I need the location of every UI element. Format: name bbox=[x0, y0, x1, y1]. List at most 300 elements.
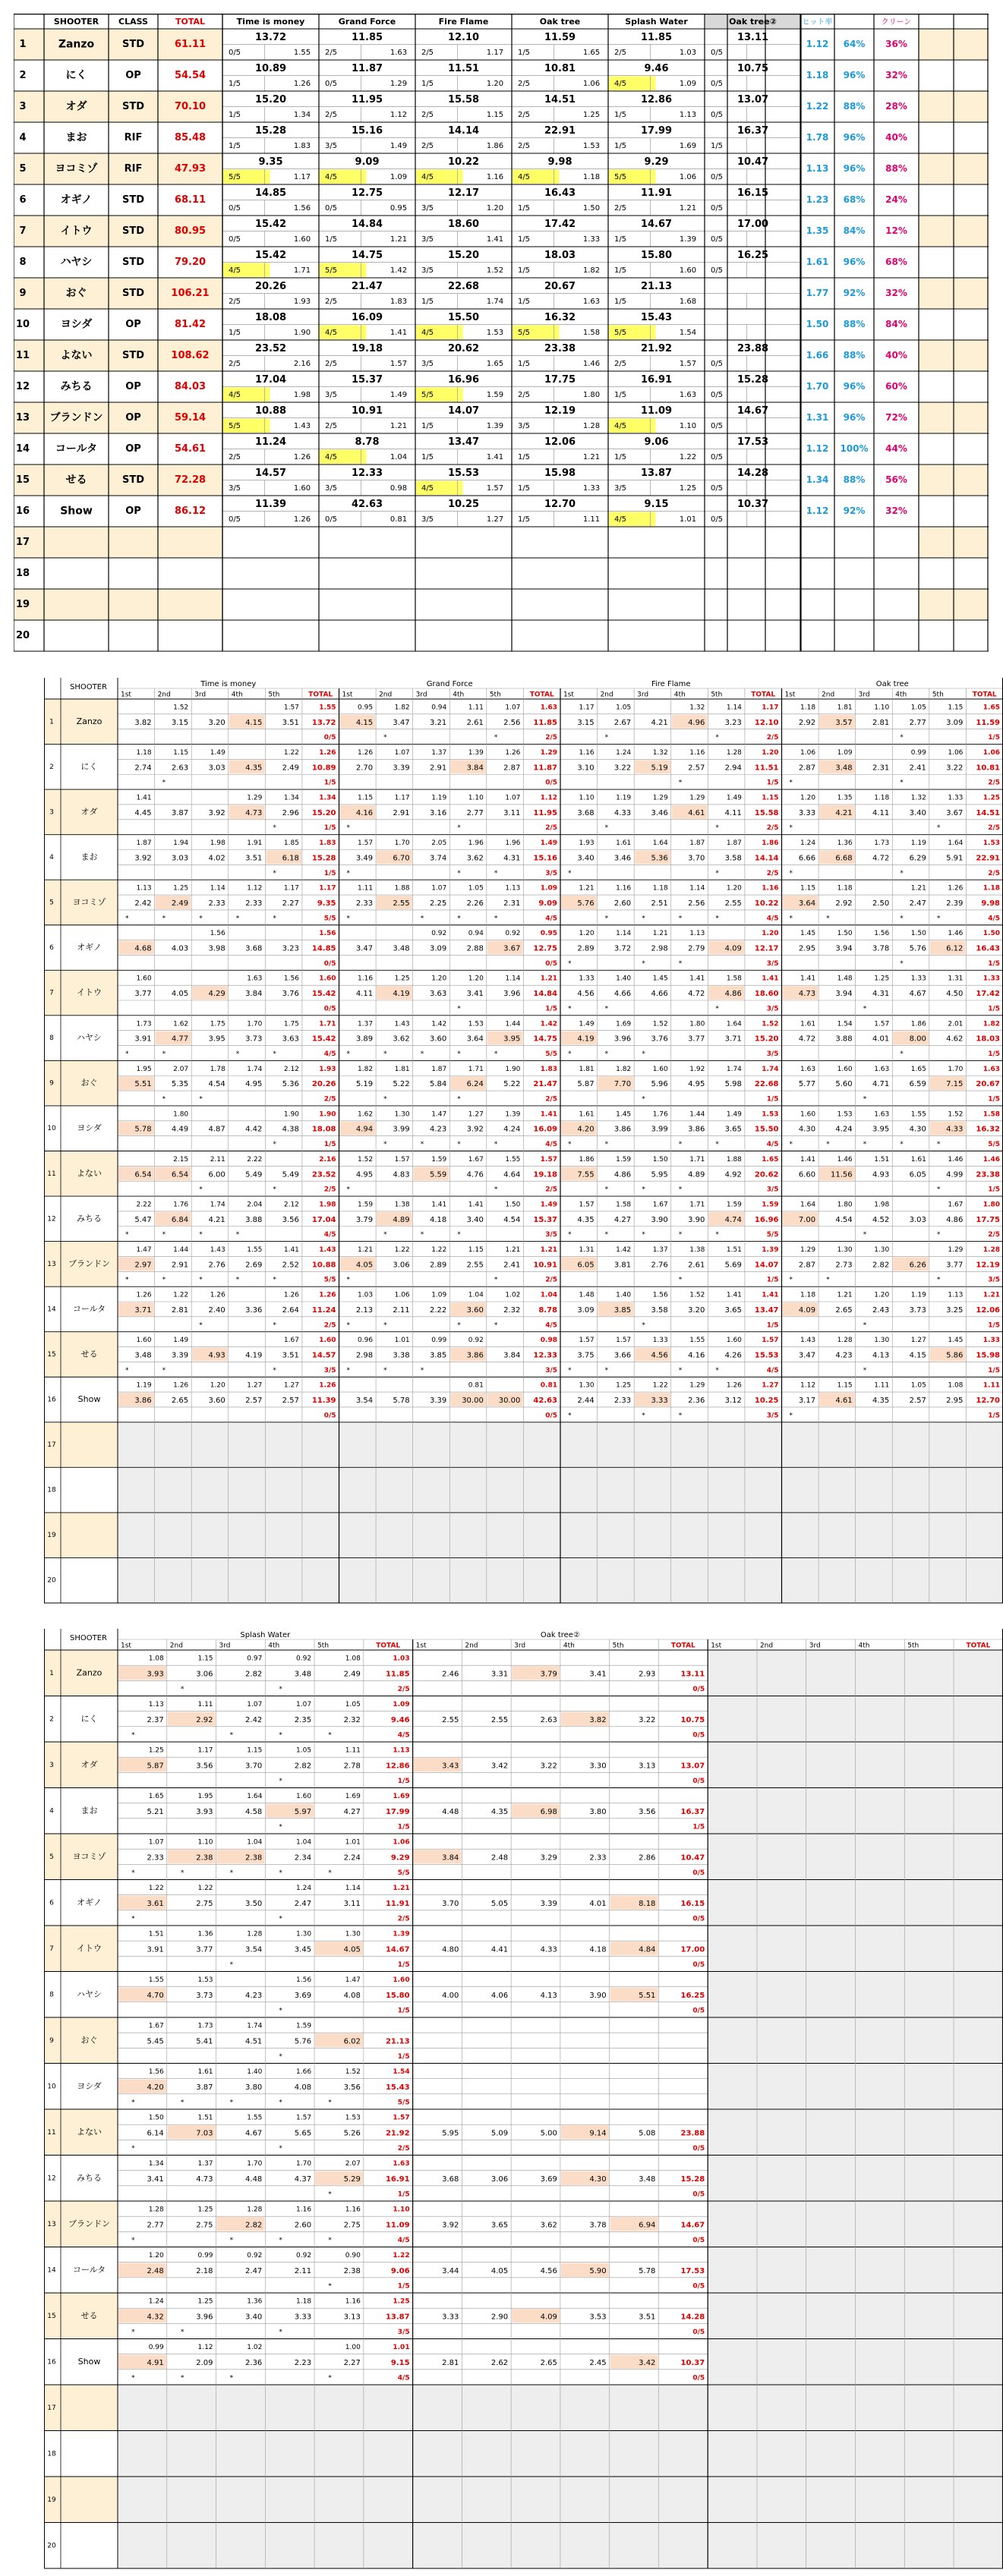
run-time: 2.56 bbox=[503, 718, 521, 727]
stage-hits: 2/5 bbox=[324, 359, 338, 368]
split-time: 1.52 bbox=[689, 1291, 705, 1299]
run-time: 3.79 bbox=[355, 1215, 374, 1224]
split-time: 1.11 bbox=[197, 1701, 213, 1709]
run-time: 3.94 bbox=[835, 944, 853, 953]
split-time: 1.20 bbox=[431, 975, 447, 983]
hit-mark: 3/5 bbox=[545, 1231, 557, 1239]
hit-mark: * bbox=[568, 1141, 572, 1149]
split-time: 1.57 bbox=[358, 839, 374, 848]
run-time: 2.44 bbox=[577, 1397, 595, 1406]
run-time: 3.22 bbox=[540, 1762, 557, 1771]
run-time: 4.27 bbox=[343, 1807, 361, 1816]
stage-avg: 1.82 bbox=[582, 266, 601, 275]
stage-avg: 1.49 bbox=[390, 390, 408, 399]
row-number: 17 bbox=[15, 537, 30, 548]
stage-time: 8.78 bbox=[355, 436, 380, 448]
split-time: 1.83 bbox=[319, 839, 336, 848]
run-time: 3.99 bbox=[393, 1125, 410, 1134]
header-course: Splash Water bbox=[625, 17, 688, 27]
split-time: 1.83 bbox=[540, 1065, 557, 1073]
stage-avg: 1.09 bbox=[679, 79, 697, 88]
run-time: 2.26 bbox=[466, 899, 484, 908]
class-label: STD bbox=[121, 225, 145, 237]
run-time: 3.41 bbox=[147, 2174, 164, 2184]
run-time: 2.55 bbox=[393, 899, 410, 908]
split-time: 1.28 bbox=[726, 748, 742, 757]
stage-avg: 1.39 bbox=[679, 235, 697, 244]
row-bg bbox=[14, 589, 222, 620]
run-time: 3.15 bbox=[171, 718, 189, 727]
split-time: 1.63 bbox=[874, 1110, 890, 1119]
split-time: 1.07 bbox=[148, 1838, 164, 1847]
split-time: 1.34 bbox=[148, 2160, 164, 2168]
hit-mark: * bbox=[568, 1231, 572, 1239]
row-number: 16 bbox=[47, 1396, 56, 1404]
header-col: 5th bbox=[711, 691, 723, 699]
stage-avg: 1.63 bbox=[679, 390, 697, 399]
run-time: 3.70 bbox=[442, 1899, 459, 1908]
split-time: 1.19 bbox=[910, 839, 926, 848]
run-time: 7.15 bbox=[946, 1080, 964, 1089]
stage-time: 11.51 bbox=[447, 62, 480, 74]
run-time: 4.30 bbox=[589, 2174, 607, 2184]
run-time: 4.35 bbox=[490, 1807, 509, 1816]
run-time: 2.81 bbox=[442, 2358, 459, 2367]
hit-mark: * bbox=[604, 1231, 609, 1239]
split-time: 1.42 bbox=[540, 1020, 557, 1028]
split-time: 1.61 bbox=[579, 1110, 595, 1119]
run-time: 4.19 bbox=[245, 1351, 263, 1360]
row-number: 10 bbox=[15, 319, 30, 330]
total-value: 84.03 bbox=[174, 381, 207, 392]
run-time: 5.87 bbox=[147, 1762, 164, 1771]
run-time: 6.98 bbox=[540, 1807, 557, 1816]
header-course: Oak tree bbox=[875, 680, 909, 688]
split-time: 1.94 bbox=[173, 839, 189, 848]
run-time: 2.32 bbox=[343, 1715, 361, 1724]
run-time: 3.63 bbox=[429, 990, 447, 999]
split-time: 1.30 bbox=[296, 1930, 312, 1938]
shooter-name: Show bbox=[77, 1394, 101, 1405]
split-time: 1.93 bbox=[319, 1065, 336, 1073]
split-time: 1.52 bbox=[652, 1020, 668, 1028]
header-shooter: SHOOTER bbox=[70, 1634, 107, 1642]
stage-hits: 0/5 bbox=[710, 48, 724, 57]
split-time: 1.98 bbox=[319, 1201, 336, 1209]
stage-hits: 1/5 bbox=[421, 79, 434, 88]
hit-mark: * bbox=[383, 1231, 387, 1239]
split-time: 1.54 bbox=[837, 1020, 853, 1028]
split-time: 1.32 bbox=[910, 794, 926, 802]
row-number: 1 bbox=[49, 718, 54, 726]
hit-mark: * bbox=[900, 959, 904, 968]
split-time: 1.57 bbox=[540, 1155, 557, 1164]
run-time: 3.50 bbox=[245, 1899, 263, 1908]
split-time: 1.56 bbox=[319, 930, 336, 938]
stage-avg: 1.49 bbox=[390, 141, 408, 150]
split-time: 1.96 bbox=[505, 839, 521, 848]
run-time: 4.48 bbox=[442, 1807, 459, 1816]
stage-time: 13.87 bbox=[640, 467, 673, 479]
stage-hits: 1/5 bbox=[613, 452, 627, 461]
stage-hits: 0/5 bbox=[710, 515, 724, 524]
shooter-name: オダ bbox=[80, 806, 98, 817]
header-col: 3rd bbox=[858, 691, 870, 699]
hit-mark: 5/5 bbox=[766, 1231, 779, 1239]
stage-time: 16.15 bbox=[736, 187, 769, 199]
hit-mark: 1/5 bbox=[692, 1823, 705, 1831]
run-time: 12.75 bbox=[533, 944, 557, 953]
run-time: 2.47 bbox=[909, 899, 926, 908]
run-time: 15.16 bbox=[533, 854, 557, 863]
run-time: 4.30 bbox=[798, 1125, 816, 1134]
run-time: 3.92 bbox=[442, 2221, 459, 2230]
stage-avg: 1.01 bbox=[679, 515, 697, 524]
header-col: TOTAL bbox=[308, 691, 333, 699]
split-time: 1.50 bbox=[982, 930, 1000, 938]
hit-mark: 2/5 bbox=[988, 869, 1000, 877]
hit-rate: 1.31 bbox=[806, 412, 829, 423]
split-time: 1.49 bbox=[540, 839, 557, 848]
run-time: 3.65 bbox=[724, 1125, 742, 1134]
stage-time: 12.19 bbox=[544, 405, 576, 417]
run-time: 3.70 bbox=[245, 1762, 263, 1771]
run-time: 3.03 bbox=[208, 764, 226, 773]
run-time: 3.41 bbox=[589, 1670, 607, 1679]
split-time: 1.30 bbox=[394, 1110, 410, 1119]
run-time: 6.60 bbox=[798, 1170, 816, 1179]
shooter-name: ヨコミゾ bbox=[55, 162, 98, 175]
split-time: 1.70 bbox=[247, 2160, 263, 2168]
run-time: 2.49 bbox=[343, 1670, 361, 1679]
run-time: 2.47 bbox=[294, 1899, 312, 1908]
run-time: 2.64 bbox=[282, 1305, 299, 1315]
hit-mark: 5/5 bbox=[397, 2099, 410, 2107]
hit-mark: * bbox=[279, 1915, 282, 1923]
run-time: 3.17 bbox=[798, 1397, 816, 1406]
header-col: 3rd bbox=[219, 1642, 231, 1650]
run-time: 2.38 bbox=[196, 1853, 213, 1863]
stage-avg: 1.06 bbox=[582, 79, 601, 88]
header-bg bbox=[14, 14, 989, 29]
run-time: 3.65 bbox=[724, 1305, 742, 1315]
split-time: 1.26 bbox=[948, 884, 964, 893]
split-time: 1.60 bbox=[800, 1110, 816, 1119]
stage-hits: 1/5 bbox=[421, 421, 434, 430]
total-value: 80.95 bbox=[174, 225, 207, 237]
split-time: 1.82 bbox=[616, 1065, 632, 1073]
run-time: 4.00 bbox=[442, 1991, 459, 2000]
stage-hits: 1/5 bbox=[517, 266, 531, 275]
hit-mark: 1/5 bbox=[397, 1960, 410, 1969]
split-time: 1.64 bbox=[247, 1793, 263, 1801]
run-time: 2.33 bbox=[147, 1853, 164, 1863]
split-time: 1.06 bbox=[393, 1838, 410, 1847]
split-time: 1.29 bbox=[652, 794, 668, 802]
row-number: 3 bbox=[19, 101, 27, 112]
run-time: 3.23 bbox=[282, 944, 299, 953]
split-time: 1.59 bbox=[296, 2022, 312, 2030]
split-time: 1.87 bbox=[431, 1065, 447, 1073]
row-number: 8 bbox=[49, 1991, 54, 1999]
split-time: 1.29 bbox=[540, 748, 557, 757]
split-time: 1.47 bbox=[431, 1110, 447, 1119]
split-time: 1.25 bbox=[393, 2297, 410, 2306]
split-time: 1.25 bbox=[173, 884, 189, 893]
run-time: 2.86 bbox=[639, 1853, 656, 1863]
run-time: 3.75 bbox=[577, 1351, 595, 1360]
shooter-name: ヨシダ bbox=[60, 318, 93, 331]
run-time: 3.90 bbox=[651, 1215, 668, 1224]
split-time: 1.73 bbox=[136, 1020, 152, 1028]
hit-mark: * bbox=[229, 1869, 234, 1877]
stage-hits: 0/5 bbox=[324, 515, 338, 524]
run-time: 3.68 bbox=[577, 808, 595, 817]
stage-time: 14.14 bbox=[447, 124, 480, 137]
row-number: 20 bbox=[47, 1576, 56, 1585]
split-time: 1.63 bbox=[800, 1065, 816, 1073]
hit-mark: * bbox=[273, 1050, 276, 1058]
run-time: 2.48 bbox=[147, 2266, 164, 2275]
header-col: 3rd bbox=[809, 1642, 821, 1650]
run-time: 2.49 bbox=[171, 899, 189, 908]
hit-mark: 0/5 bbox=[692, 1731, 705, 1740]
split-time: 1.09 bbox=[837, 748, 853, 757]
run-time: 3.42 bbox=[639, 2358, 656, 2367]
stage-avg: 1.58 bbox=[582, 328, 601, 337]
hit-mark: * bbox=[346, 869, 351, 877]
split-time: 1.04 bbox=[468, 1291, 484, 1299]
hit-mark: * bbox=[229, 1960, 234, 1969]
shooter-name: イトウ bbox=[77, 1943, 102, 1954]
run-time: 2.42 bbox=[134, 899, 152, 908]
run-time: 5.78 bbox=[393, 1397, 410, 1406]
split-time: 1.05 bbox=[468, 884, 484, 893]
split-time: 2.22 bbox=[247, 1155, 263, 1164]
split-time: 2.11 bbox=[210, 1155, 226, 1164]
stage-hits: 0/5 bbox=[710, 452, 724, 461]
run-time: 6.94 bbox=[639, 2221, 656, 2230]
hit-mark: * bbox=[279, 2328, 282, 2336]
run-time: 3.33 bbox=[651, 1397, 668, 1406]
run-time: 5.51 bbox=[134, 1080, 152, 1089]
stage-time: 10.89 bbox=[254, 62, 287, 74]
hit-mark: * bbox=[457, 869, 461, 877]
hit-rate: 1.13 bbox=[806, 163, 829, 174]
split-time: 1.60 bbox=[726, 1337, 742, 1345]
run-time: 4.15 bbox=[245, 718, 263, 727]
split-time: 1.63 bbox=[982, 1065, 1000, 1073]
stage-hits: 1/5 bbox=[613, 235, 627, 244]
split-time: 0.99 bbox=[197, 2252, 213, 2260]
row-number: 15 bbox=[47, 2312, 56, 2320]
split-time: 1.26 bbox=[358, 748, 374, 757]
run-time: 6.59 bbox=[909, 1080, 926, 1089]
run-time: 3.22 bbox=[639, 1715, 656, 1724]
split-time: 1.24 bbox=[148, 2297, 164, 2306]
run-time: 3.49 bbox=[355, 854, 374, 863]
hit-mark: * bbox=[420, 915, 424, 923]
row-number: 13 bbox=[15, 412, 30, 424]
hit-mark: * bbox=[180, 1685, 185, 1693]
row-number: 17 bbox=[47, 2404, 56, 2412]
run-time: 2.94 bbox=[724, 764, 742, 773]
split-time: 1.55 bbox=[319, 704, 336, 712]
run-time: 2.31 bbox=[872, 764, 890, 773]
hit-mark: 3/5 bbox=[766, 959, 779, 968]
split-time: 1.41 bbox=[800, 1155, 816, 1164]
hit-mark: * bbox=[863, 1141, 867, 1149]
hit-mark: * bbox=[494, 915, 498, 923]
run-time: 2.33 bbox=[589, 1853, 607, 1863]
run-time: 3.54 bbox=[355, 1397, 374, 1406]
shooter-name: ハヤシ bbox=[77, 1032, 102, 1043]
run-time: 16.37 bbox=[680, 1807, 705, 1816]
header-shooter: SHOOTER bbox=[70, 683, 107, 691]
run-time: 4.84 bbox=[639, 1945, 656, 1954]
stage-time: 15.20 bbox=[254, 93, 287, 105]
split-time: 1.18 bbox=[136, 748, 152, 757]
split-time: 1.26 bbox=[319, 748, 336, 757]
hit-mark: * bbox=[235, 1050, 240, 1058]
stage-avg: 1.86 bbox=[486, 141, 504, 150]
header-col: 1st bbox=[711, 1642, 722, 1650]
run-time: 16.96 bbox=[754, 1215, 779, 1224]
split-time: 1.18 bbox=[800, 704, 816, 712]
hit-mark: 1/5 bbox=[397, 2282, 410, 2291]
split-time: 1.73 bbox=[874, 839, 890, 848]
split-time: 1.71 bbox=[689, 1155, 705, 1164]
stage-hits: 0/5 bbox=[228, 235, 241, 244]
stage-avg: 1.69 bbox=[679, 141, 697, 150]
stage-time: 21.92 bbox=[640, 342, 673, 354]
run-time: 2.91 bbox=[393, 808, 410, 817]
split-time: 1.41 bbox=[689, 975, 705, 983]
stage-time: 11.87 bbox=[351, 62, 383, 74]
run-time: 5.87 bbox=[577, 1080, 595, 1089]
run-time: 4.56 bbox=[540, 2266, 557, 2275]
stage-hits: 3/5 bbox=[324, 483, 338, 493]
stage-time: 14.67 bbox=[640, 218, 673, 230]
run-time: 2.81 bbox=[872, 718, 890, 727]
run-time: 14.84 bbox=[533, 990, 557, 999]
run-time: 6.18 bbox=[282, 854, 299, 863]
stage-avg: 1.25 bbox=[679, 483, 697, 493]
run-time: 15.20 bbox=[754, 1034, 779, 1044]
hit-mark: 2/5 bbox=[545, 824, 557, 833]
split-time: 1.15 bbox=[358, 794, 374, 802]
row-number: 9 bbox=[49, 1079, 54, 1088]
run-time: 6.00 bbox=[208, 1170, 226, 1179]
run-time: 17.00 bbox=[680, 1945, 705, 1954]
row-number: 4 bbox=[49, 853, 54, 861]
split-time: 1.45 bbox=[616, 1110, 632, 1119]
shooter-name: オギノ bbox=[60, 194, 93, 206]
row-number: 17 bbox=[47, 1441, 56, 1450]
run-time: 2.55 bbox=[490, 1715, 509, 1724]
run-time: 4.01 bbox=[872, 1034, 890, 1044]
run-time: 3.77 bbox=[196, 1945, 213, 1954]
stage-hits: 1/5 bbox=[517, 483, 531, 493]
hit-mark: 4/5 bbox=[323, 1231, 336, 1239]
hit-mark: * bbox=[229, 2236, 234, 2244]
run-time: 4.09 bbox=[798, 1305, 816, 1315]
shooter-name: まお bbox=[80, 852, 98, 862]
split-time: 1.41 bbox=[431, 1201, 447, 1209]
stage-time: 17.42 bbox=[544, 218, 576, 230]
run-time: 2.32 bbox=[503, 1305, 521, 1315]
header-col: 2nd bbox=[169, 1642, 183, 1650]
total-value: 106.21 bbox=[171, 288, 210, 299]
hit-mark: 1/5 bbox=[397, 2190, 410, 2199]
split-time: 1.10 bbox=[468, 794, 484, 802]
split-time: 1.61 bbox=[616, 839, 632, 848]
run-time: 2.95 bbox=[946, 1397, 964, 1406]
split-time: 1.08 bbox=[948, 1381, 964, 1390]
hit-mark: 1/5 bbox=[988, 1366, 1000, 1375]
run-time: 4.21 bbox=[835, 808, 853, 817]
shooter-name: ハヤシ bbox=[60, 256, 93, 269]
split-time: 1.12 bbox=[247, 884, 263, 893]
split-time: 1.86 bbox=[910, 1020, 926, 1028]
hit-rate: 1.35 bbox=[806, 225, 829, 236]
run-time: 3.53 bbox=[589, 2313, 607, 2322]
run-time: 3.39 bbox=[540, 1899, 557, 1908]
header-col: 1st bbox=[342, 691, 353, 699]
run-time: 8.18 bbox=[639, 1899, 656, 1908]
split-time: 1.58 bbox=[726, 975, 742, 983]
split-time: 1.82 bbox=[394, 704, 410, 712]
run-time: 4.35 bbox=[577, 1215, 595, 1224]
run-time: 4.94 bbox=[355, 1125, 374, 1134]
run-time: 3.87 bbox=[196, 2083, 213, 2092]
hit-mark: * bbox=[125, 1050, 129, 1058]
header-col: TOTAL bbox=[751, 691, 776, 699]
hit-mark: * bbox=[936, 1141, 941, 1149]
run-time: 10.37 bbox=[680, 2358, 705, 2367]
split-time: 1.10 bbox=[393, 2206, 410, 2214]
run-time: 16.09 bbox=[533, 1125, 557, 1134]
hit-mark: 0/5 bbox=[692, 2328, 705, 2336]
row-number: 10 bbox=[47, 1125, 56, 1133]
run-time: 4.21 bbox=[651, 718, 668, 727]
hit-mark: * bbox=[494, 1276, 498, 1284]
hit-mark: * bbox=[900, 869, 904, 877]
split-time: 1.21 bbox=[982, 1291, 1000, 1299]
hit-mark: * bbox=[273, 824, 276, 833]
stage-time: 10.47 bbox=[736, 156, 769, 168]
run-time: 9.14 bbox=[589, 2129, 607, 2138]
run-time: 3.15 bbox=[577, 718, 595, 727]
stage-hits: 1/5 bbox=[421, 452, 434, 461]
run-time: 5.78 bbox=[134, 1125, 152, 1134]
hit-mark: 1/5 bbox=[988, 959, 1000, 968]
split-time: 1.26 bbox=[136, 1291, 152, 1299]
run-time: 3.51 bbox=[245, 854, 263, 863]
hit-mark: 1/5 bbox=[323, 824, 336, 833]
split-time: 1.12 bbox=[197, 2344, 213, 2352]
split-time: 2.01 bbox=[948, 1020, 964, 1028]
split-time: 1.91 bbox=[247, 839, 263, 848]
shooter-name: せる bbox=[65, 474, 87, 487]
run-time: 14.67 bbox=[680, 2221, 705, 2230]
hit-mark: 1/5 bbox=[397, 1823, 410, 1831]
hit-rate: 1.70 bbox=[806, 381, 829, 392]
split-time: 1.76 bbox=[173, 1201, 189, 1209]
hit-mark: * bbox=[328, 2282, 332, 2291]
stage-avg: 1.98 bbox=[293, 390, 311, 399]
split-time: 1.02 bbox=[247, 2344, 263, 2352]
